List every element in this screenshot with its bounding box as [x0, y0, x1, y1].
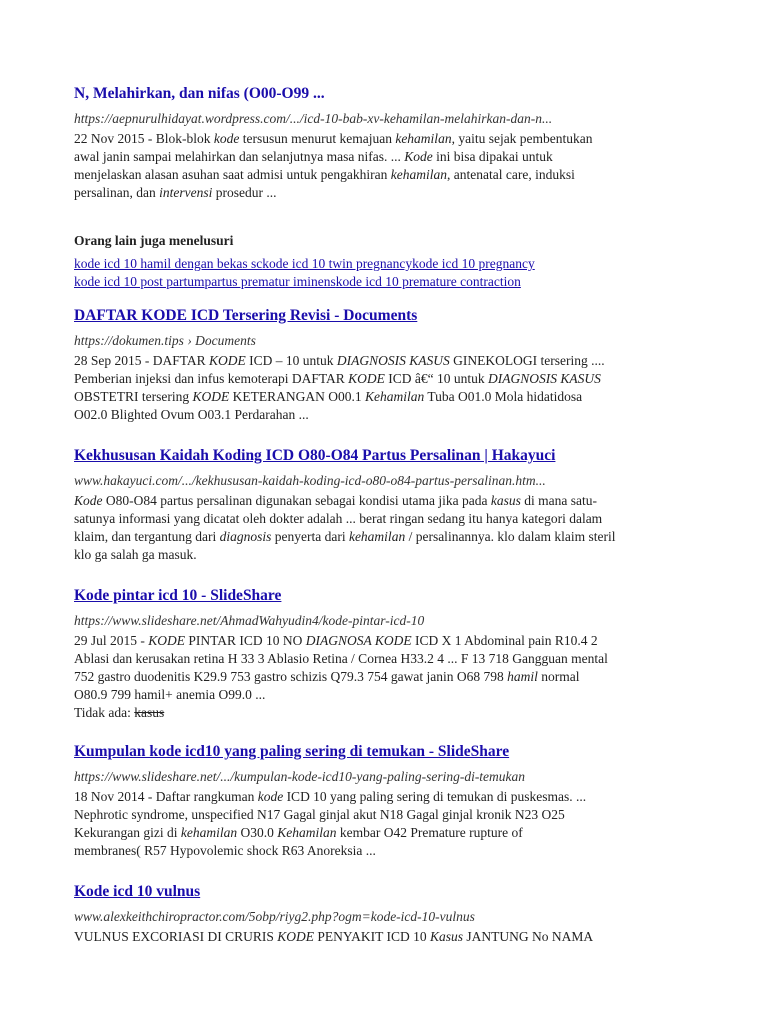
result-url: https://www.slideshare.net/.../kumpulan-kode-icd10-yang-paling-sering-di-temukan: [74, 769, 526, 784]
snippet-text: ICD 10 yang paling sering di temukan di puskesmas. ...: [283, 789, 587, 804]
snippet-line: [74, 166, 694, 184]
result-title-link[interactable]: Kode icd 10 vulnus: [74, 883, 201, 900]
snippet-line: [74, 806, 694, 824]
related-links-container: [74, 255, 694, 291]
snippet-highlight: hamil: [507, 669, 538, 684]
snippet-highlight: KODE: [192, 389, 230, 404]
snippet-highlight: diagnosis: [219, 529, 272, 544]
related-link[interactable]: kode icd 10 premature contraction: [335, 274, 521, 289]
snippet-text: Ablasi dan kerusakan retina H 33 3 Ablasio Retina / Cornea H33.2 4 ... F 13 718 Gangguan mental: [74, 651, 608, 666]
snippet-text: O80-O84 partus persalinan digunakan sebagai kondisi utama jika pada: [102, 493, 491, 508]
snippet-highlight: kasus: [490, 493, 521, 508]
snippet-text: O30.0: [237, 825, 278, 840]
snippet-line: [74, 388, 694, 406]
snippet-highlight: kehamilan: [395, 131, 452, 146]
snippet-text: ICD â€“ 10 untuk: [384, 371, 488, 386]
snippet-text: normal: [537, 669, 580, 684]
snippet-text: tersusun menurut kemajuan: [239, 131, 396, 146]
snippet-text: satunya informasi yang dicatat oleh dokter adalah ... berat ringan sedang itu hanya kategori dalam: [74, 511, 603, 526]
snippet-text: Tuba O01.0 Mola hidatidosa: [424, 389, 583, 404]
snippet-line: [74, 406, 694, 424]
result-snippet: [74, 492, 714, 564]
snippet-text: klo ga salah ga masuk.: [74, 547, 197, 562]
snippet-line: [74, 352, 694, 370]
snippet-line: [74, 650, 694, 668]
snippet-line: [74, 788, 694, 806]
snippet-text: O02.0 Blighted Ovum O03.1 Perdarahan ...: [74, 407, 309, 422]
snippet-text: VULNUS EXCORIASI DI CRURIS: [74, 929, 278, 944]
snippet-text: persalinan, dan: [74, 185, 160, 200]
related-searches-heading: Orang lain juga menelusuri: [74, 233, 234, 248]
snippet-line: [74, 668, 694, 686]
snippet-line: [74, 686, 694, 704]
snippet-text: , antenatal care, induksi: [447, 167, 575, 182]
search-result: [74, 742, 694, 860]
snippet-line: [74, 632, 694, 650]
snippet-text: KETERANGAN O00.1: [229, 389, 365, 404]
snippet-text: 18 Nov 2014 - Daftar rangkuman: [74, 789, 258, 804]
snippet-highlight: KODE: [209, 353, 246, 368]
snippet-line: [74, 184, 694, 202]
snippet-text: klaim, dan tergantung dari: [74, 529, 220, 544]
snippet-highlight: KODE: [148, 633, 185, 648]
snippet-text: membranes( R57 Hypovolemic shock R63 Anoreksia ...: [74, 843, 376, 858]
snippet-highlight: kehamilan: [390, 167, 448, 182]
missing-terms: [74, 704, 694, 722]
snippet-highlight: KODE: [277, 929, 315, 944]
related-links-row: [74, 273, 694, 291]
result-snippet: [74, 130, 694, 202]
search-result: [74, 306, 694, 424]
result-url: www.hakayuci.com/.../kekhususan-kaidah-koding-icd-o80-o84-partus-persalinan.htm...: [74, 473, 546, 488]
related-searches: [74, 232, 694, 291]
snippet-line: [74, 492, 714, 510]
snippet-text: kembar O42 Premature rupture of: [336, 825, 523, 840]
snippet-text: 29 Jul 2015 -: [74, 633, 149, 648]
result-snippet: [74, 632, 694, 704]
snippet-highlight: Kasus: [430, 929, 464, 944]
snippet-text: Pemberian injeksi dan infus kemoterapi DAFTAR: [74, 371, 349, 386]
related-links-row: [74, 255, 694, 273]
snippet-highlight: kehamilan: [348, 529, 406, 544]
result-title-link[interactable]: Kekhususan Kaidah Koding ICD O80-O84 Partus Persalinan | Hakayuci: [74, 447, 556, 464]
result-title-link[interactable]: DAFTAR KODE ICD Tersering Revisi - Documents: [74, 307, 418, 324]
search-result: [74, 446, 714, 564]
snippet-line: [74, 546, 714, 564]
snippet-text: penyerta dari: [271, 529, 349, 544]
snippet-text: Kekurangan gizi di: [74, 825, 181, 840]
snippet-text: di mana satu-: [520, 493, 598, 508]
snippet-highlight: Kehamilan: [364, 389, 425, 404]
snippet-highlight: Kehamilan: [277, 825, 337, 840]
result-snippet: [74, 352, 694, 424]
related-link[interactable]: kode icd 10 post partum: [74, 274, 205, 289]
snippet-highlight: kode: [213, 131, 240, 146]
snippet-line: [74, 842, 694, 860]
snippet-text: PENYAKIT ICD 10: [314, 929, 431, 944]
result-url: https://www.slideshare.net/AhmadWahyudin4/kode-pintar-icd-10: [74, 613, 425, 628]
snippet-line: [74, 510, 714, 528]
related-link[interactable]: kode icd 10 twin pregnancy: [262, 256, 413, 271]
snippet-text: / persalinannya. klo dalam klaim steril: [405, 529, 616, 544]
snippet-highlight: DIAGNOSIS KASUS: [487, 371, 601, 386]
snippet-text: O80.9 799 hamil+ anemia O99.0 ...: [74, 687, 266, 702]
snippet-text: JANTUNG No NAMA: [463, 929, 594, 944]
snippet-line: [74, 130, 694, 148]
snippet-text: ICD – 10 untuk: [245, 353, 337, 368]
snippet-line: [74, 370, 694, 388]
result-title-link[interactable]: Kumpulan kode icd10 yang paling sering di temukan - SlideShare: [74, 743, 510, 760]
result-snippet: [74, 788, 694, 860]
snippet-highlight: DIAGNOSA KODE: [305, 633, 412, 648]
snippet-line: [74, 148, 694, 166]
result-url: https://aepnurulhidayat.wordpress.com/.../icd-10-bab-xv-kehamilan-melahirkan-dan-n...: [74, 111, 553, 126]
snippet-text: 28 Sep 2015 - DAFTAR: [74, 353, 210, 368]
search-result: [74, 882, 694, 946]
result-snippet: [74, 928, 694, 946]
related-link[interactable]: kode icd 10 hamil dengan bekas sc: [74, 256, 263, 271]
snippet-text: OBSTETRI tersering: [74, 389, 193, 404]
snippet-text: ICD X 1 Abdominal pain R10.4 2: [411, 633, 598, 648]
snippet-highlight: intervensi: [159, 185, 213, 200]
snippet-text: PINTAR ICD 10 NO: [185, 633, 306, 648]
missing-label: Tidak ada:: [74, 705, 135, 720]
related-link[interactable]: partus prematur iminens: [204, 274, 336, 289]
result-url: www.alexkeithchiropractor.com/5obp/riyg2.php?ogm=kode-icd-10-vulnus: [74, 909, 475, 924]
snippet-highlight: KODE: [348, 371, 385, 386]
snippet-highlight: Kode: [404, 149, 433, 164]
snippet-highlight: kehamilan: [180, 825, 238, 840]
snippet-text: ini bisa dipakai untuk: [432, 149, 553, 164]
snippet-line: [74, 528, 714, 546]
snippet-text: prosedur ...: [212, 185, 277, 200]
result-title-link[interactable]: Kode pintar icd 10 - SlideShare: [74, 587, 282, 604]
result-title-link[interactable]: N, Melahirkan, dan nifas (O00-O99 ...: [74, 85, 325, 102]
snippet-text: menjelaskan alasan asuhan saat admisi untuk pengakhiran: [74, 167, 391, 182]
snippet-text: Nephrotic syndrome, unspecified N17 Gagal ginjal akut N18 Gagal ginjal kronik N23 O25: [74, 807, 565, 822]
related-link[interactable]: kode icd 10 pregnancy: [412, 256, 535, 271]
snippet-line: [74, 824, 694, 842]
search-result: [74, 84, 694, 202]
snippet-line: [74, 928, 694, 946]
snippet-text: 22 Nov 2015 - Blok-blok: [74, 131, 214, 146]
snippet-text: 752 gastro duodenitis K29.9 753 gastro schizis Q79.3 754 gawat janin O68 798: [74, 669, 508, 684]
snippet-highlight: DIAGNOSIS KASUS: [336, 353, 450, 368]
snippet-text: , yaitu sejak pembentukan: [451, 131, 593, 146]
search-result: [74, 586, 694, 722]
snippet-highlight: Kode: [74, 493, 103, 508]
snippet-text: GINEKOLOGI tersering ....: [449, 353, 605, 368]
snippet-text: awal janin sampai melahirkan dan selanjutnya masa nifas. ...: [74, 149, 405, 164]
missing-term: kasus: [134, 705, 165, 720]
snippet-highlight: kode: [257, 789, 284, 804]
result-url: https://dokumen.tips › Documents: [74, 333, 256, 348]
